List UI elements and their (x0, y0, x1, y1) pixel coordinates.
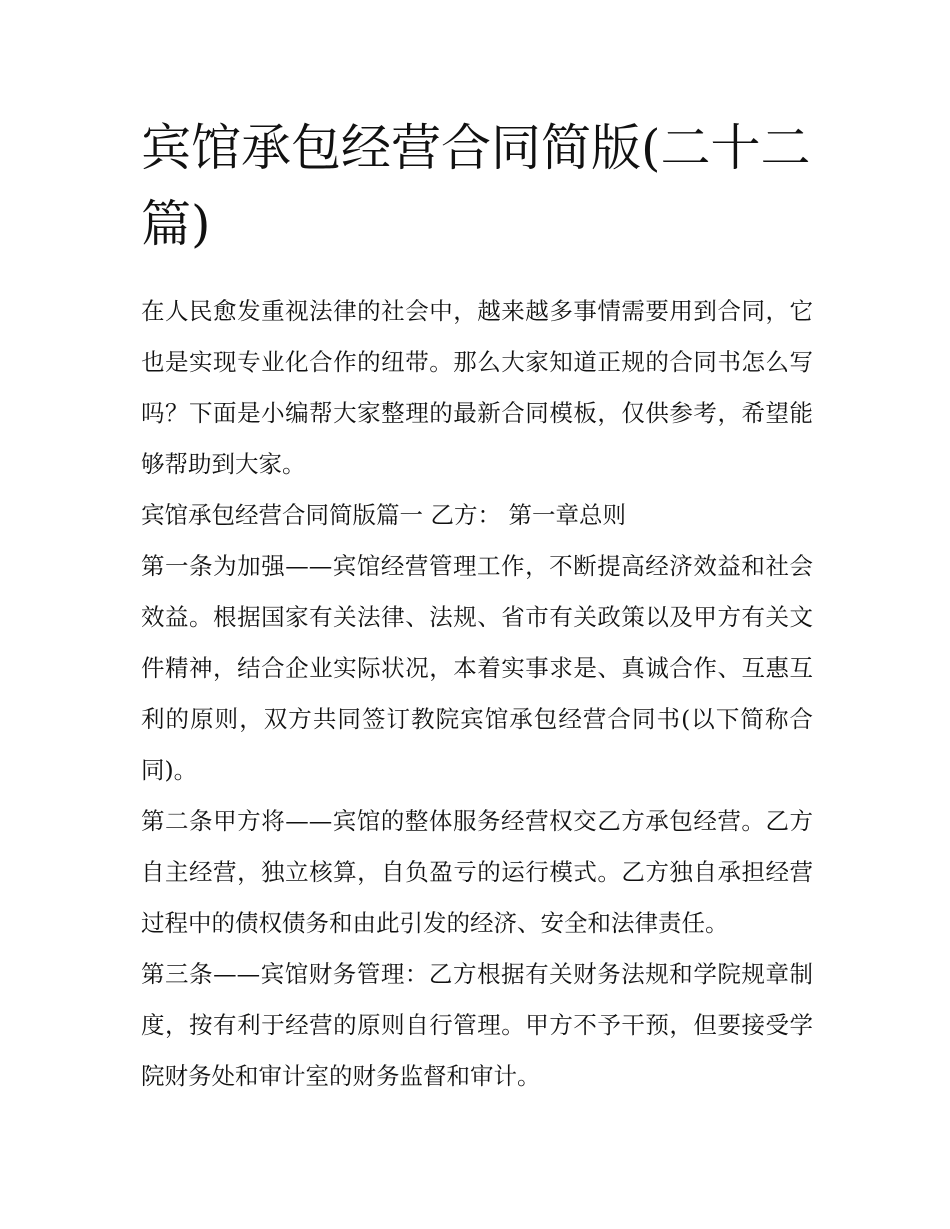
article-3-paragraph: 第三条——宾馆财务管理：乙方根据有关财务法规和学院规章制度，按有利于经营的原则自行管理。甲方不予干预，但要接受学院财务处和审计室的财务监督和审计。 (141, 960, 813, 1090)
article-2-paragraph: 第二条甲方将——宾馆的整体服务经营权交乙方承包经营。乙方自主经营，独立核算，自负盈亏的运行模式。乙方独自承担经营过程中的债权债务和由此引发的经济、安全和法律责任。 (141, 807, 813, 937)
document-page (141, 110, 813, 1102)
article-1-paragraph: 第一条为加强——宾馆经营管理工作，不断提高经济效益和社会效益。根据国家有关法律、法规、省市有关政策以及甲方有关文件精神，结合企业实际状况，本着实事求是、真诚合作、互惠互利的原则，双方共同签订教院宾馆承包经营合同书(以下简称合同)。 (141, 552, 813, 784)
section-heading-paragraph: 宾馆承包经营合同简版篇一 乙方： 第一章总则 (141, 501, 626, 529)
document-title: 宾馆承包经营合同简版(二十二篇) (141, 119, 811, 253)
intro-paragraph: 在人民愈发重视法律的社会中，越来越多事情需要用到合同，它也是实现专业化合作的纽带。那么大家知道正规的合同书怎么写吗？下面是小编帮大家整理的最新合同模板，仅供参考，希望能够帮助到大家。 (141, 297, 813, 478)
